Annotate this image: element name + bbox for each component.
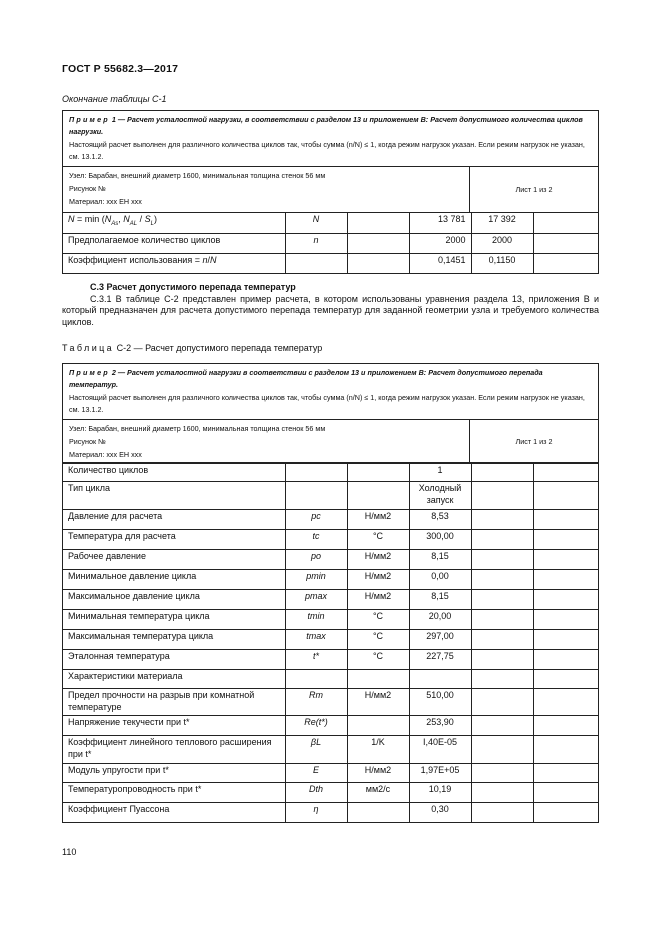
- row-empty-cell: [533, 590, 598, 610]
- row-empty-cell: [471, 482, 533, 510]
- row-unit: °С: [347, 610, 409, 630]
- table1-sheet: Лист 1 из 2: [515, 185, 553, 194]
- row-value: 13 781: [409, 213, 471, 233]
- row-name: Предел прочности на разрыв при комнатной температуре: [63, 689, 285, 716]
- table1-caption: Окончание таблицы С-1: [62, 94, 167, 104]
- row-empty-cell: [471, 689, 533, 716]
- table1-note: Настоящий расчет выполнен для различного количества циклов так, чтобы сумма (n/N) ≤ 1, когда режим нагрузок указан. Если режим нагрузок не указан, см. 13.1.2.: [69, 140, 585, 161]
- row-value: Холодный запуск: [409, 482, 471, 510]
- row-empty-cell: [471, 670, 533, 689]
- row-symbol: E: [285, 764, 347, 783]
- section-paragraph: С.3.1 В таблице С-2 представлен пример расчета, в котором использованы уравнения раздела 13, приложения В и который предназначен для расчета допустимого перепада температур для заданной геометрии узла и требуемого количества циклов.: [62, 293, 599, 327]
- row-name: Температуропроводность при t*: [63, 783, 285, 803]
- table2-intro: [63, 364, 598, 420]
- row-value: 297,00: [409, 630, 471, 650]
- row-value: I,40E-05: [409, 736, 471, 764]
- table1-values: [63, 213, 598, 273]
- row-value: 227,75: [409, 650, 471, 670]
- row-empty-cell: [471, 464, 533, 482]
- row-empty-cell: [471, 510, 533, 530]
- row-empty-cell: [533, 550, 598, 570]
- row-name: Напряжение текучести при t*: [63, 716, 285, 736]
- row-empty-cell: [533, 510, 598, 530]
- table1-intro: [63, 111, 598, 167]
- row-value: [409, 670, 471, 689]
- row-empty-cell: [533, 670, 598, 689]
- row-unit: [347, 213, 409, 233]
- row-empty-cell: [533, 650, 598, 670]
- row-value: 1: [409, 464, 471, 482]
- table2-example-title: 2 — Расчет усталостной нагрузки в соответствии с разделом 13 и приложением В: Расчет допустимого перепада температур.: [69, 368, 543, 389]
- row-empty-cell: [533, 570, 598, 590]
- row-symbol: t*: [285, 650, 347, 670]
- table-row: [63, 610, 598, 630]
- row-symbol: tc: [285, 530, 347, 550]
- row-unit: °С: [347, 530, 409, 550]
- table2-values: [63, 463, 598, 822]
- row-symbol: pmin: [285, 570, 347, 590]
- row-empty-cell: [471, 550, 533, 570]
- row-name: Эталонная температура: [63, 650, 285, 670]
- row-name: Предполагаемое количество циклов: [63, 233, 285, 253]
- row-symbol: [285, 253, 347, 273]
- row-unit: Н/мм2: [347, 764, 409, 783]
- row-value: 0,1451: [409, 253, 471, 273]
- row-empty-cell: [471, 783, 533, 803]
- table-row: [63, 630, 598, 650]
- row-name: Характеристики материала: [63, 670, 285, 689]
- page-number: 110: [62, 847, 77, 857]
- row-unit: мм2/с: [347, 783, 409, 803]
- row-empty-cell: [533, 610, 598, 630]
- row-value: 20,00: [409, 610, 471, 630]
- row-unit: Н/мм2: [347, 510, 409, 530]
- table2-example-label: Пример: [69, 368, 110, 377]
- row-value: [533, 233, 598, 253]
- row-name: Тип цикла: [63, 482, 285, 510]
- table-row: [63, 530, 598, 550]
- row-symbol: pc: [285, 510, 347, 530]
- row-empty-cell: [533, 630, 598, 650]
- table1-example-title: 1 — Расчет усталостной нагрузки, в соответствии с разделом 13 и приложением В: Расчет допустимого количества циклов нагрузки.: [69, 115, 583, 136]
- row-value: 0,00: [409, 570, 471, 590]
- row-empty-cell: [471, 630, 533, 650]
- row-empty-cell: [533, 716, 598, 736]
- row-empty-cell: [533, 783, 598, 803]
- row-value: 17 392: [471, 213, 533, 233]
- row-unit: Н/мм2: [347, 570, 409, 590]
- table-row: [63, 803, 598, 822]
- row-value: 2000: [409, 233, 471, 253]
- section-title: С.3 Расчет допустимого перепада температур: [90, 282, 296, 292]
- row-unit: [347, 253, 409, 273]
- table-row: [63, 590, 598, 610]
- row-unit: [347, 803, 409, 822]
- row-empty-cell: [471, 590, 533, 610]
- row-unit: [347, 464, 409, 482]
- row-empty-cell: [471, 764, 533, 783]
- row-empty-cell: [533, 736, 598, 764]
- table-row: [63, 253, 598, 273]
- row-name: $N = \min (N_{As}$, $N_{AL} / S_L$): [63, 213, 285, 233]
- row-unit: °С: [347, 650, 409, 670]
- row-symbol: Dth: [285, 783, 347, 803]
- table-row: [63, 550, 598, 570]
- table2-caption: Таблица С-2 — Расчет допустимого перепада температур: [62, 343, 323, 353]
- row-empty-cell: [471, 610, 533, 630]
- table-row: [63, 736, 598, 764]
- row-symbol: Re(t*): [285, 716, 347, 736]
- row-name: Температура для расчета: [63, 530, 285, 550]
- row-unit: [347, 716, 409, 736]
- row-empty-cell: [533, 803, 598, 822]
- row-value: 1,97E+05: [409, 764, 471, 783]
- row-symbol: βL: [285, 736, 347, 764]
- table2: [62, 363, 599, 823]
- row-name: Максимальное давление цикла: [63, 590, 285, 610]
- table-row: [63, 783, 598, 803]
- row-value: 2000: [471, 233, 533, 253]
- row-value: [533, 253, 598, 273]
- row-value: 8,15: [409, 590, 471, 610]
- table-row: [63, 764, 598, 783]
- document-id: ГОСТ Р 55682.3—2017: [62, 63, 179, 75]
- table-row: [63, 510, 598, 530]
- row-symbol: tmin: [285, 610, 347, 630]
- table1-node-line3: Материал: ххх ЕН ххх: [69, 197, 142, 206]
- row-name: Коэффициент линейного теплового расширения при t*: [63, 736, 285, 764]
- table1-node-line1: Узел: Барабан, внешний диаметр 1600, минимальная толщина стенок 56 мм: [69, 171, 326, 180]
- row-empty-cell: [471, 650, 533, 670]
- row-value: 253,90: [409, 716, 471, 736]
- row-unit: [347, 233, 409, 253]
- row-symbol: n: [285, 233, 347, 253]
- table-row: [63, 716, 598, 736]
- row-name: Количество циклов: [63, 464, 285, 482]
- row-empty-cell: [533, 764, 598, 783]
- row-value: 8,53: [409, 510, 471, 530]
- table1-example-label: Пример: [69, 115, 110, 124]
- table1-node-line2: Рисунок №: [69, 184, 106, 193]
- table2-node-line2: Рисунок №: [69, 437, 106, 446]
- row-name: Минимальное давление цикла: [63, 570, 285, 590]
- table2-node-block: [63, 420, 598, 463]
- row-name: Рабочее давление: [63, 550, 285, 570]
- row-symbol: [285, 464, 347, 482]
- row-unit: °С: [347, 630, 409, 650]
- row-symbol: N: [285, 213, 347, 233]
- table-row: [63, 464, 598, 482]
- row-value: 0,30: [409, 803, 471, 822]
- row-empty-cell: [471, 530, 533, 550]
- row-empty-cell: [471, 803, 533, 822]
- row-name: Минимальная температура цикла: [63, 610, 285, 630]
- row-name: Модуль упругости при t*: [63, 764, 285, 783]
- row-symbol: pmax: [285, 590, 347, 610]
- row-symbol: [285, 482, 347, 510]
- row-name: Коэффициент использования = n/N: [63, 253, 285, 273]
- row-name: Коэффициент Пуассона: [63, 803, 285, 822]
- row-value: 10,19: [409, 783, 471, 803]
- table2-node-line3: Материал: ххх ЕН ххх: [69, 450, 142, 459]
- row-symbol: [285, 670, 347, 689]
- row-symbol: po: [285, 550, 347, 570]
- section-c3: [62, 282, 599, 328]
- table-row: [63, 482, 598, 510]
- row-value: 8,15: [409, 550, 471, 570]
- table-row: [63, 233, 598, 253]
- table-row: [63, 650, 598, 670]
- row-unit: [347, 482, 409, 510]
- row-symbol: η: [285, 803, 347, 822]
- row-value: 0,1150: [471, 253, 533, 273]
- row-empty-cell: [471, 736, 533, 764]
- row-value: 510,00: [409, 689, 471, 716]
- row-empty-cell: [533, 482, 598, 510]
- row-name: Давление для расчета: [63, 510, 285, 530]
- table1-node-block: [63, 167, 598, 213]
- table1: [62, 110, 599, 274]
- row-empty-cell: [471, 570, 533, 590]
- row-name: Максимальная температура цикла: [63, 630, 285, 650]
- row-unit: Н/мм2: [347, 550, 409, 570]
- table2-node-line1: Узел: Барабан, внешний диаметр 1600, минимальная толщина стенок 56 мм: [69, 424, 326, 433]
- row-value: [533, 213, 598, 233]
- row-empty-cell: [471, 716, 533, 736]
- table-row: [63, 213, 598, 233]
- row-empty-cell: [533, 464, 598, 482]
- row-value: 300,00: [409, 530, 471, 550]
- row-symbol: tmax: [285, 630, 347, 650]
- table-row: [63, 689, 598, 716]
- row-unit: Н/мм2: [347, 590, 409, 610]
- row-unit: [347, 670, 409, 689]
- row-symbol: Rm: [285, 689, 347, 716]
- table-row: [63, 570, 598, 590]
- row-empty-cell: [533, 689, 598, 716]
- row-empty-cell: [533, 530, 598, 550]
- table2-sheet: Лист 1 из 2: [515, 436, 553, 446]
- table-row: [63, 670, 598, 689]
- table2-note: Настоящий расчет выполнен для различного количества циклов так, чтобы сумма (n/N) ≤ 1, когда режим нагрузок указан. Если режим нагрузок не указан, см. 13.1.2.: [69, 393, 585, 414]
- row-unit: 1/K: [347, 736, 409, 764]
- row-unit: Н/мм2: [347, 689, 409, 716]
